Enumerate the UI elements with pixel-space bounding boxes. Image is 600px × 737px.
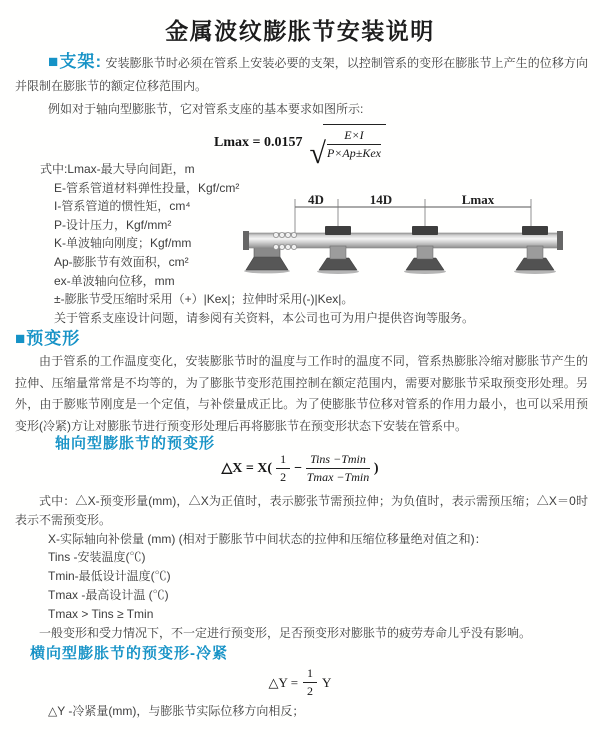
definition-item: E-管系管道材料弹性投量，Kgf/cm² [54, 180, 240, 195]
definition-item: I-管系管道的惯性矩，cm⁴ [54, 199, 191, 214]
definition-item: ±-膨胀节受压缩时采用（+）|Kex|；拉伸时采用(-)|Kex|。 [54, 292, 354, 307]
dim-label-14d: 14D [369, 192, 393, 207]
pipe-end-left [243, 231, 249, 250]
temperature-fraction: $\frac{\text{Tins −Tmin}}{Tmax -Tmin}$ [306, 452, 370, 484]
page-title: 金属波纹膨胀节安装说明 [165, 18, 435, 44]
dim-label-4d: 4D [308, 192, 324, 207]
support-example-text: 例如对于轴向型膨胀节，它对管系支座的基本要求如图所示: [48, 102, 364, 116]
axial-general-note: 一般变形和受力情况下，不一定进行预变形，足否预变形对膨胀节的疲劳寿命儿乎没有影响。 [39, 625, 532, 640]
one-half-fraction: $\frac{1}{2}$ [303, 666, 317, 699]
formula-lhs: △Y = [268, 674, 299, 690]
axial-formula-desc: 式中：△X-预变形量(mm)，△X为正值时，表示膨张节需预拉伸；为负值时，表示需预压缩；△X＝0时表示不需预变形。 [15, 494, 588, 527]
definition-item: 关于管系支座设计问题，请参阅有关资料，本公司也可为用户提供咨询等服务。 [54, 310, 475, 325]
close-paren: ) [373, 460, 379, 476]
support-intro-text: 安装膨胀节时必须在管系上安装必要的支架，以控制管系的变形在膨胀节上产生的位移方向并限制在膨胀节的额定位移范围内。 [15, 56, 588, 93]
note-item: Tmax -最高设计温 (℃) [48, 587, 169, 602]
axial-formula-notes [15, 492, 588, 642]
note-item: X-实际轴向补偿量 (mm) (相对于膨胀节中间状态的拉伸和压缩位移量绝对值之和)： [48, 531, 487, 546]
pipe-end-right [557, 231, 563, 250]
definition-item: K-单波轴向刚度；Kgf/mm [54, 236, 192, 251]
definition-item: P-设计压力，Kgf/mm² [54, 217, 172, 232]
preform-section-label: ■预变形 [15, 329, 81, 348]
formula-lhs: △X = X( [221, 461, 273, 476]
preform-paragraph: 由于管系的工作温度变化，安装膨胀节时的温度与工作时的温度不同，管系热膨胀冷缩对膨胀节产生的拉伸、压缩量常常是不均等的，为了膨胀节变形范围控制在额定范围内，需要对膨胀节采取预变形处理。另外，由于膨账节刚度是一个定值，与补偿量成正比。为了使膨胀节位移对管系的作用力最小，也可以采用预变形(冷紧)方让对膨胀节进行预变形处理后再将膨胀节在预变形状态下安装在管系中。 [15, 354, 588, 433]
anchor-base [246, 257, 288, 270]
square-root [309, 124, 386, 170]
definition-item: 式中:Lmax-最大导向间距，m [40, 162, 195, 176]
note-item: Tins -安装温度(℃) [48, 550, 146, 565]
lateral-preform-note: △Y -冷紧量(mm)，与膨胀节实际位移方向相反； [48, 704, 305, 718]
lateral-preform-heading: 横向型膨胀节的预变形-冷紧 [30, 645, 228, 662]
pipe-support-diagram [238, 190, 594, 285]
support-section [15, 50, 588, 121]
lateral-preform-formula [0, 666, 600, 699]
formula-rhs: Y [322, 674, 332, 690]
definition-item: Ap-膨胀节有效面积，cm² [54, 254, 189, 269]
minus-sign: − [294, 460, 303, 476]
formula-numerator: E×I [327, 128, 381, 145]
radical-sign: √ [309, 137, 326, 170]
note-item: Tmax > Tins ≥ Tmin [48, 606, 154, 621]
axial-preform-heading: 轴向型膨胀节的预变形 [55, 435, 216, 452]
axial-preform-formula [0, 452, 600, 485]
formula-lhs: Lmax = 0.0157 [214, 134, 303, 150]
formula-denominator: P×Ap±Kex [326, 146, 381, 160]
one-half-fraction: $\frac{1}{2}$ [276, 452, 290, 485]
support-intro-paragraph [15, 50, 588, 98]
dim-label-lmax: Lmax [461, 192, 495, 207]
support-section-label: ■支架: [48, 52, 103, 71]
definition-item: ex-单波轴向位移，mm [54, 273, 175, 288]
preform-section [15, 329, 588, 437]
note-item: Tmin-最低设计温度(℃) [48, 569, 171, 584]
